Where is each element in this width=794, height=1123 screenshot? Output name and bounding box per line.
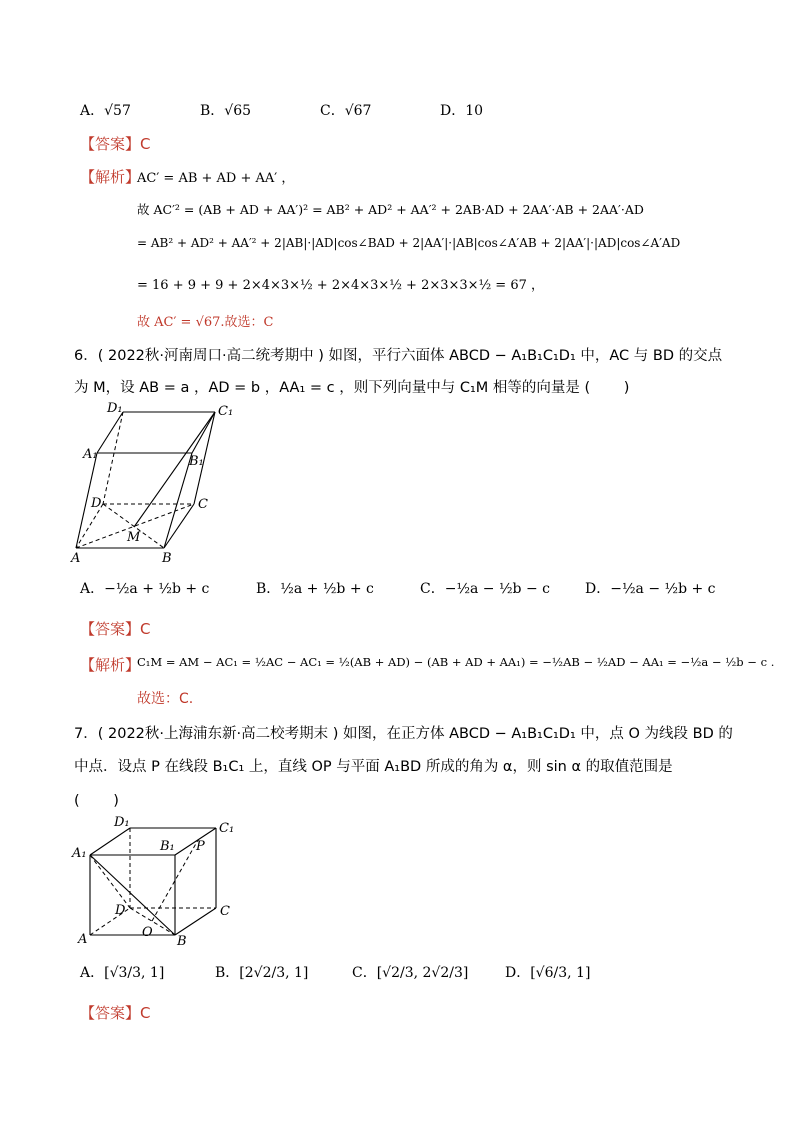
label-b1: B₁ <box>189 454 204 469</box>
label-c1: C₁ <box>219 821 235 836</box>
q7-option-d: D．[√6/3, 1] <box>505 965 591 981</box>
q7-option-b: B．[2√2/3, 1] <box>215 965 309 981</box>
answer-value: C <box>140 1004 151 1022</box>
q6-stem-line-1: 6．( 2022秋·河南周口·高二统考期中 ) 如图，平行六面体 ABCD − A₁B₁C₁D₁ 中，AC 与 BD 的交点 <box>74 348 723 364</box>
q5-option-b: B．√65 <box>200 103 252 119</box>
label-d1: D₁ <box>107 401 123 416</box>
label-c: C <box>198 497 208 512</box>
label-b: B <box>177 934 187 949</box>
label-c1: C₁ <box>218 404 234 419</box>
q5-final-text: 故 AC′ = √67.故选： <box>137 315 264 330</box>
q6-option-d: D．−½a − ½b + c <box>585 581 716 597</box>
q5-analysis-line-2: 故 AC′² = (AB + AD + AA′)² = AB² + AD² + AA′² + 2AB·AD + 2AA′·AB + 2AA′·AD <box>137 202 644 217</box>
q6-stem-line-2: 为 M，设 AB = a ，AD = b ，AA₁ = c ，则下列向量中与 C₁M 相等的向量是 ( ) <box>74 380 630 396</box>
q6-analysis-label: 【解析】 <box>80 656 141 674</box>
label-a: A <box>78 932 88 947</box>
q6-answer <box>80 618 151 639</box>
q6-option-b: B．½a + ½b + c <box>256 581 374 597</box>
q5-analysis-line-1: AC′ = AB + AD + AA′ ， <box>137 171 295 186</box>
label-a: A <box>71 551 81 566</box>
q7-cube-figure <box>70 810 245 950</box>
q5-option-d: D．10 <box>440 103 484 119</box>
answer-label: 【答案】 <box>80 1004 141 1022</box>
q5-analysis-line-4: = 16 + 9 + 9 + 2×4×3×½ + 2×4×3×½ + 2×3×3×½ = 67 ， <box>137 278 544 293</box>
q5-option-c: C．√67 <box>320 103 372 119</box>
label-o: O <box>142 925 153 940</box>
q5-option-a: A．√57 <box>80 103 131 119</box>
q6-analysis-line: C₁M = AM − AC₁ = ½AC − AC₁ = ½(AB + AD) − (AB + AD + AA₁) = −½AB − ½AD − AA₁ = −½a − ½b − c . <box>137 655 775 669</box>
q6-option-a: A．−½a + ½b + c <box>80 581 210 597</box>
answer-label: 【答案】 <box>80 135 141 153</box>
q5-answer <box>80 133 151 154</box>
label-b1: B₁ <box>160 839 175 854</box>
q7-answer <box>80 1002 151 1023</box>
q7-stem-line-3: ( ) <box>74 793 119 809</box>
label-c: C <box>220 904 230 919</box>
q7-option-a: A．[√3/3, 1] <box>80 965 165 981</box>
q5-analysis-line-3: = AB² + AD² + AA′² + 2|AB|·|AD|cos∠BAD + 2|AA′|·|AB|cos∠A′AB + 2|AA′|·|AD|cos∠A′AD <box>137 236 681 250</box>
q5-final-choice: C <box>263 315 274 330</box>
q7-stem-line-2: 中点．设点 P 在线段 B₁C₁ 上，直线 OP 与平面 A₁BD 所成的角为 α，则 sin α 的取值范围是 <box>74 759 673 775</box>
q6-parallelepiped-figure <box>70 400 234 566</box>
q7-stem-line-1: 7．( 2022秋·上海浦东新·高二校考期末 ) 如图，在正方体 ABCD − A₁B₁C₁D₁ 中，点 O 为线段 BD 的 <box>74 726 733 742</box>
q5-analysis-label: 【解析】 <box>80 168 141 186</box>
label-d1: D₁ <box>114 815 130 830</box>
answer-value: C <box>140 135 151 153</box>
label-a1: A₁ <box>83 447 98 462</box>
q6-final: 故选：C. <box>137 691 194 707</box>
label-m: M <box>127 530 141 545</box>
q6-option-c: C．−½a − ½b − c <box>420 581 550 597</box>
label-p: P <box>196 839 205 854</box>
label-b: B <box>162 551 172 566</box>
q7-option-c: C．[√2/3, 2√2/3] <box>352 965 469 981</box>
answer-label: 【答案】 <box>80 620 141 638</box>
q5-analysis-line-5 <box>137 311 274 330</box>
label-a1: A₁ <box>72 846 87 861</box>
label-d: D <box>91 496 102 511</box>
label-d: D <box>115 903 126 918</box>
answer-value: C <box>140 620 151 638</box>
